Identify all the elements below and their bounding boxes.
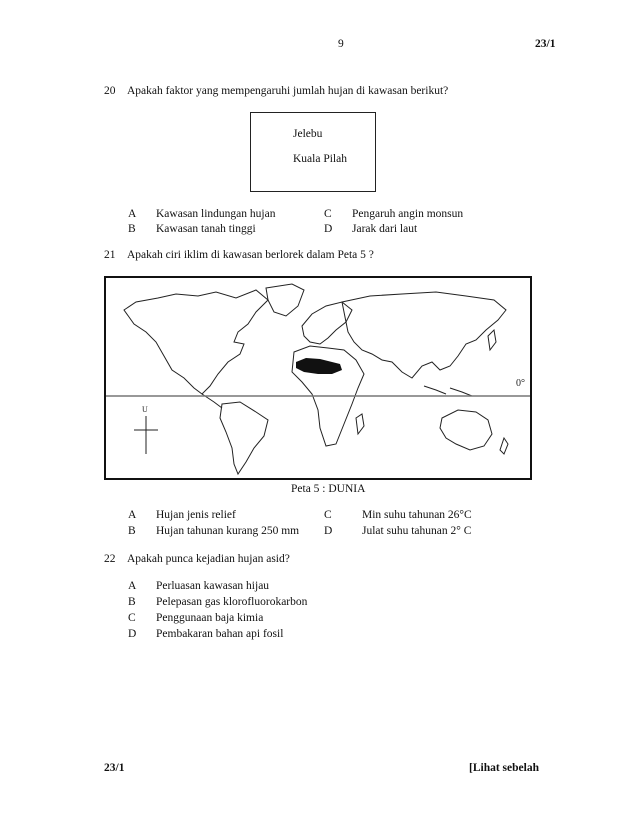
paper-code-header: 23/1: [535, 38, 556, 50]
q21-option-c-letter: C: [324, 509, 332, 521]
q20-option-d-text: Jarak dari laut: [352, 223, 418, 235]
greenland-outline: [266, 284, 304, 316]
q20-box-line2: Kuala Pilah: [293, 153, 347, 165]
paper-code-footer: 23/1: [104, 762, 125, 774]
q21-option-d-text: Julat suhu tahunan 2° C: [362, 525, 472, 537]
q20-option-c-text: Pengaruh angin monsun: [352, 208, 464, 220]
shaded-region-sahara: [296, 358, 342, 374]
q21-option-c-text: Min suhu tahunan 26°C: [362, 509, 472, 521]
q20-option-a-text: Kawasan lindungan hujan: [156, 208, 276, 220]
next-page-note: [Lihat sebelah: [469, 762, 539, 774]
equator-label: 0°: [516, 378, 525, 389]
q20-text: Apakah faktor yang mempengaruhi jumlah hujan di kawasan berikut?: [127, 85, 449, 97]
q22-option-b-letter: B: [128, 596, 136, 608]
q20-number: 20: [104, 85, 116, 97]
north-label: U: [142, 405, 148, 414]
world-map-drawing: [106, 278, 530, 478]
q22-option-c-text: Penggunaan baja kimia: [156, 612, 264, 624]
q22-option-a-letter: A: [128, 580, 137, 592]
q20-option-b-letter: B: [128, 223, 136, 235]
page-number: 9: [338, 38, 344, 50]
q21-option-a-letter: A: [128, 509, 137, 521]
q20-option-c-letter: C: [324, 208, 332, 220]
q22-text: Apakah punca kejadian hujan asid?: [127, 553, 290, 565]
q21-option-b-text: Hujan tahunan kurang 250 mm: [156, 525, 300, 537]
world-map: [104, 276, 532, 480]
madagascar-outline: [356, 414, 364, 434]
south-america-outline: [220, 402, 268, 474]
q22-option-c-letter: C: [128, 612, 136, 624]
q21-text: Apakah ciri iklim di kawasan berlorek dalam Peta 5 ?: [127, 249, 374, 261]
australia-outline: [440, 410, 492, 450]
q20-option-d-letter: D: [324, 223, 333, 235]
q20-place-box: [250, 112, 376, 192]
q22-number: 22: [104, 553, 116, 565]
europe-outline: [302, 302, 352, 344]
q22-option-d-letter: D: [128, 628, 137, 640]
q21-option-a-text: Hujan jenis relief: [156, 509, 236, 521]
q21-number: 21: [104, 249, 116, 261]
north-arrow-icon: [134, 416, 158, 454]
north-america-outline: [124, 290, 268, 394]
map-caption: Peta 5 : DUNIA: [291, 483, 366, 495]
sea-islands-outline: [424, 386, 472, 396]
q21-option-d-letter: D: [324, 525, 333, 537]
q21-option-b-letter: B: [128, 525, 136, 537]
q22-option-a-text: Perluasan kawasan hijau: [156, 580, 270, 592]
asia-outline: [342, 292, 506, 378]
q22-option-d-text: Pembakaran bahan api fosil: [156, 628, 284, 640]
q22-option-b-text: Pelepasan gas klorofluorokarbon: [156, 596, 308, 608]
q20-box-line1: Jelebu: [293, 128, 323, 140]
q20-option-a-letter: A: [128, 208, 137, 220]
q20-option-b-text: Kawasan tanah tinggi: [156, 223, 256, 235]
japan-outline: [488, 330, 496, 350]
new-zealand-outline: [500, 438, 508, 454]
